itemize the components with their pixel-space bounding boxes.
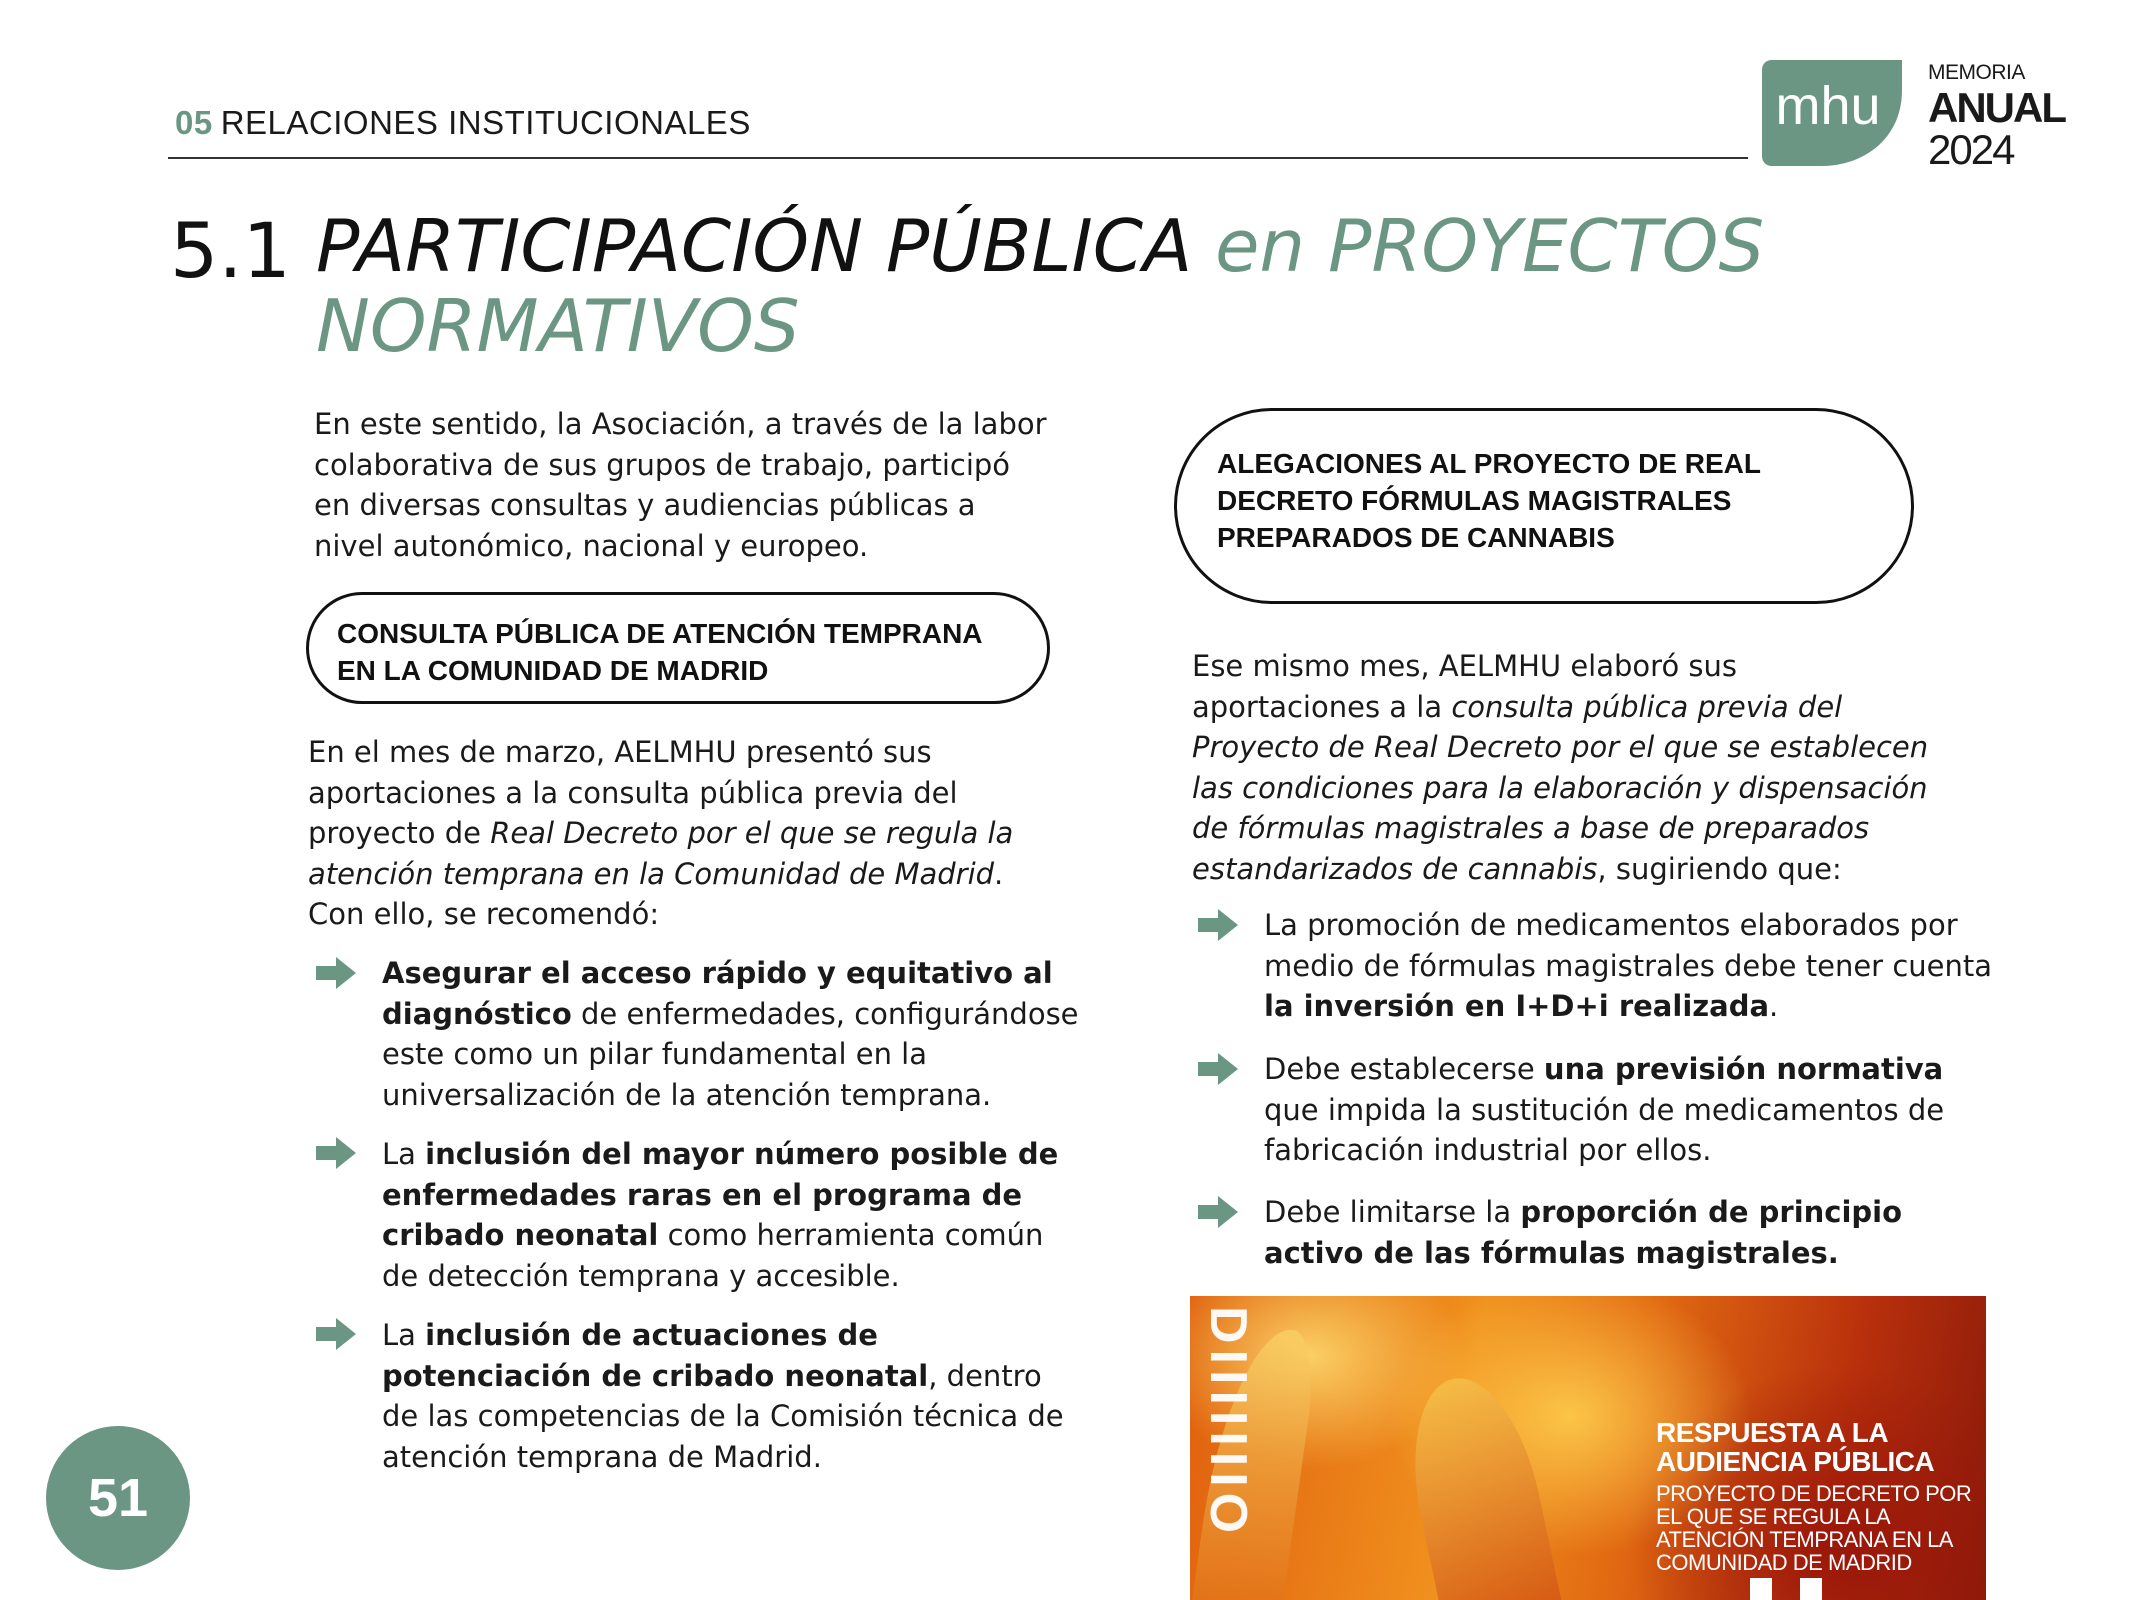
left-bullet-2-bold: inclusión del mayor número posible de enfermedades raras en el programa de cribado neonatal [382,1137,1059,1252]
svg-text:mhu: mhu [1775,76,1881,136]
intro-paragraph: En este sentido, la Asociación, a través de la labor colaborativa de sus grupos de trabajo, participó en diversas consultas y audiencias públicas a nivel autonómico, nacional y europeo. [314,407,1047,563]
left-bullet-1-bold: Asegurar el acceso rápido y equitativo al diagnóstico [382,956,1053,1031]
title-accent-1: en PROYECTOS [1215,204,1765,288]
consulta-text-c: . Con ello, se recomendó: [308,856,1004,931]
right-bullet-1-bold: la inversión en I+D+i realizada [1264,989,1770,1023]
consulta-box-title: CONSULTA PÚBLICA DE ATENCIÓN TEMPRANA EN LA COMUNIDAD DE MADRID [337,618,982,686]
left-bullet-3 [382,1315,1082,1477]
arrow-bullet-icon [316,957,356,989]
audiencia-publica-cover-image [1190,1296,1986,1600]
anual-text: ANUAL [1928,84,2065,131]
mhu-logo [1762,60,1902,166]
alegaciones-text-italic: consulta pública previa del Proyecto de Real Decreto por el que se establecen las condiciones para la elaboración y dispensación de fórmulas magistrales a base de preparados estandarizados de cannabis [1192,689,1929,886]
left-bullet-2-pre: La [382,1137,426,1171]
cover-glyph-decoration [1750,1578,1772,1600]
alegaciones-box-title: ALEGACIONES AL PROYECTO DE REAL DECRETO FÓRMULAS MAGISTRALES PREPARADOS DE CANNABIS [1217,448,1761,553]
cover-subtitle: PROYECTO DE DECRETO POR EL QUE SE REGULA LA ATENCIÓN TEMPRANA EN LA COMUNIDAD DE MADRID [1656,1481,1972,1575]
alegaciones-paragraph [1192,646,1932,889]
arrow-bullet-icon [1198,909,1238,941]
left-bullet-3-bold: inclusión de actuaciones de potenciación de cribado neonatal [382,1318,929,1393]
cover-title: RESPUESTA A LA AUDIENCIA PÚBLICA [1656,1417,1935,1477]
right-bullet-1-pre: La promoción de medicamentos elaborados por medio de fórmulas magistrales debe tener cuenta [1264,908,1993,983]
year-text: 2024 [1928,126,2014,173]
consulta-text-a: En el mes de marzo, AELMHU presentó sus aportaciones a la consulta pública previa del proyecto de [308,735,958,850]
alegaciones-text-c: , sugiriendo que: [1597,851,1842,886]
title-accent-2: NORMATIVOS [316,284,800,368]
cover-glyph-decoration [1800,1578,1822,1600]
right-bullet-2-pre: Debe establecerse [1264,1052,1544,1086]
left-bullet-3-pre: La [382,1318,426,1352]
arrow-bullet-icon [1198,1196,1238,1228]
left-bullet-3-text: , dentro de las competencias de la Comisión técnica de atención temprana de Madrid. [382,1358,1064,1474]
right-bullet-2-bold: una previsión normativa [1543,1052,1944,1086]
left-bullet-1-text: de enfermedades, configurándose este como un pilar fundamental en la universalización de la atención temprana. [382,996,1079,1112]
arrow-bullet-icon [1198,1053,1238,1085]
section-label [175,104,751,142]
page-title [316,206,1816,366]
right-bullet-2-text: que impida la sustitución de medicamentos de fabricación industrial por ellos. [1264,1092,1945,1167]
left-bullet-2-text: como herramienta común de detección temprana y accesible. [382,1218,1044,1293]
right-bullet-3-pre: Debe limitarse la [1264,1195,1521,1229]
right-bullet-3-bold: proporción de principio activo de las fórmulas magistrales. [1264,1195,1903,1270]
title-main: PARTICIPACIÓN PÚBLICA [316,204,1193,288]
section-title: RELACIONES INSTITUCIONALES [220,104,751,141]
right-bullet-1 [1264,905,2004,1027]
title-number: 5.1 [170,206,291,295]
consulta-text-italic: Real Decreto por el que se regula la atención temprana en la Comunidad de Madrid [308,816,1014,891]
alegaciones-box [1174,408,1914,604]
arrow-bullet-icon [316,1137,356,1169]
left-bullet-1 [382,953,1082,1115]
arrow-bullet-icon [316,1318,356,1350]
header-divider [168,157,1748,159]
section-number: 05 [175,104,213,141]
cover-vertical-text: DIIIIIIIO [1199,1306,1257,1540]
consulta-paragraph [308,732,1068,935]
page-number-badge: 51 [46,1426,190,1570]
right-bullet-3 [1264,1192,2004,1273]
left-bullet-2 [382,1134,1082,1296]
cover-leaf-decoration [1394,1366,1565,1600]
right-bullet-1-text: . [1769,989,1779,1023]
annual-report-label [1928,62,2065,171]
memoria-text: MEMORIA [1928,61,2025,84]
alegaciones-text-a: Ese mismo mes, AELMHU elaboró sus aportaciones a la [1192,649,1738,724]
consulta-box [306,592,1050,704]
right-bullet-2 [1264,1049,2004,1171]
